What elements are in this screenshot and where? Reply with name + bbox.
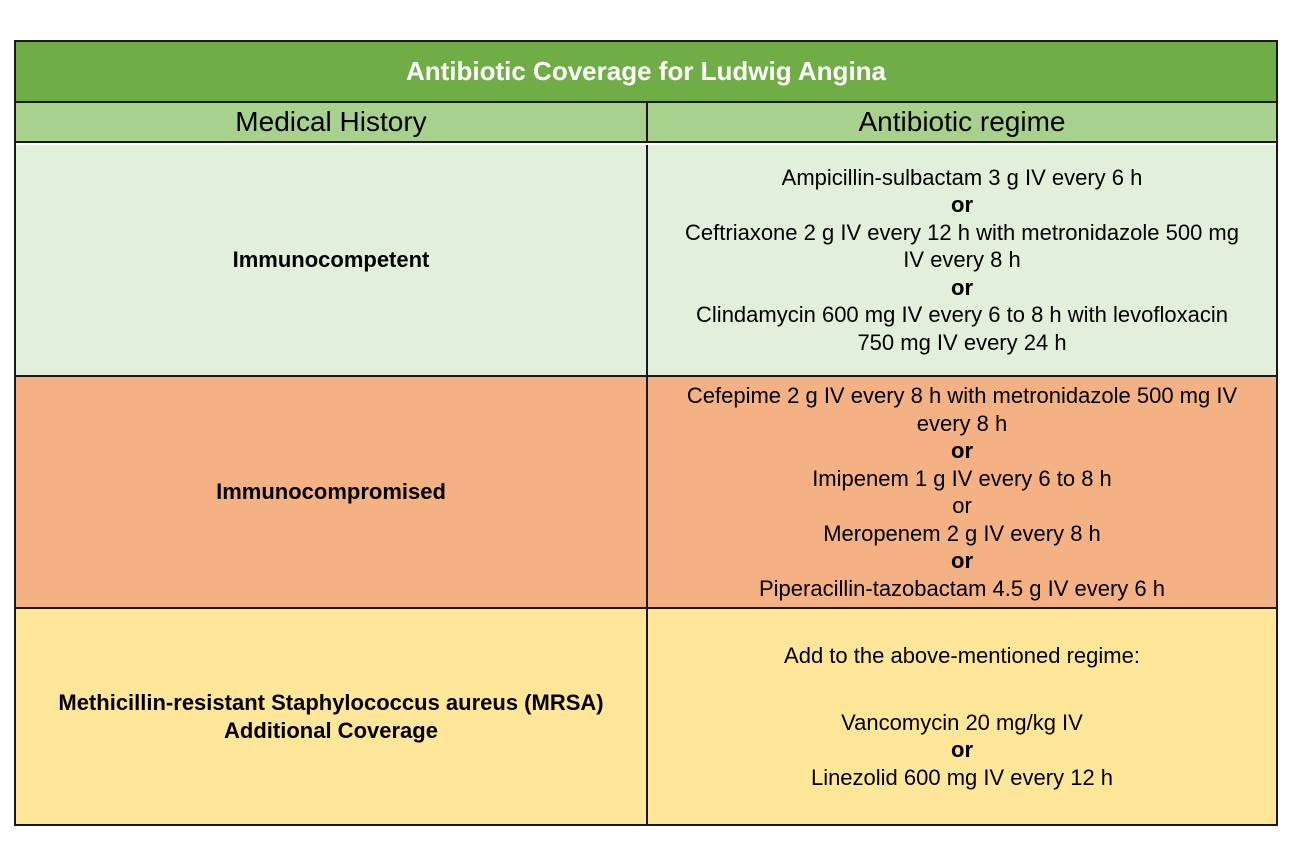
regimen-line: Clindamycin 600 mg IV every 6 to 8 h with levofloxacin [696,302,1228,328]
or-separator: or [952,493,972,518]
regimen-line: 750 mg IV every 24 h [857,329,1067,355]
or-separator: or [951,438,973,463]
table-row-immunocompetent [16,145,1276,377]
antibiotic-table [14,40,1278,826]
regimen-line: Meropenem 2 g IV every 8 h [823,520,1101,546]
regimen-line: IV every 8 h [903,247,1021,273]
regimen-line [954,670,970,709]
history-label: Methicillin-resistant Staphylococcus aureus (MRSA) [58,689,604,715]
or-separator: or [951,737,973,762]
regimen-line: Piperacillin-tazobactam 4.5 g IV every 6 h [759,575,1165,601]
regimen-cell [648,609,1276,824]
header-antibiotic-regime: Antibiotic regime [858,106,1066,137]
regimen-line: Imipenem 1 g IV every 6 to 8 h [812,465,1112,491]
history-label: Additional Coverage [224,717,438,743]
regimen-cell [648,377,1276,607]
regimen-line: every 8 h [916,410,1008,436]
or-separator: or [951,548,973,573]
or-separator: or [951,274,973,300]
table-row-immunocompromised [16,377,1276,609]
history-cell [16,609,648,824]
history-label: Immunocompromised [216,479,446,504]
regimen-line: Ceftriaxone 2 g IV every 12 h with metronidazole 500 mg [685,219,1239,245]
history-cell [16,145,648,375]
history-cell [16,377,648,607]
regimen-line: Cefepime 2 g IV every 8 h with metronidazole 500 mg IV [686,383,1238,408]
or-separator: or [951,192,973,218]
history-label: Immunocompetent [232,247,430,272]
regimen-line: Ampicillin-sulbactam 3 g IV every 6 h [781,164,1143,190]
regimen-line: Add to the above-mentioned regime: [784,643,1140,668]
regimen-line: Linezolid 600 mg IV every 12 h [810,764,1114,790]
table-title: Antibiotic Coverage for Ludwig Angina [16,42,1276,103]
header-medical-history: Medical History [16,103,648,141]
table-row-mrsa [16,609,1276,824]
regimen-cell [648,145,1276,375]
regimen-line: Vancomycin 20 mg/kg IV [841,709,1083,735]
table-header-row [16,103,1276,143]
